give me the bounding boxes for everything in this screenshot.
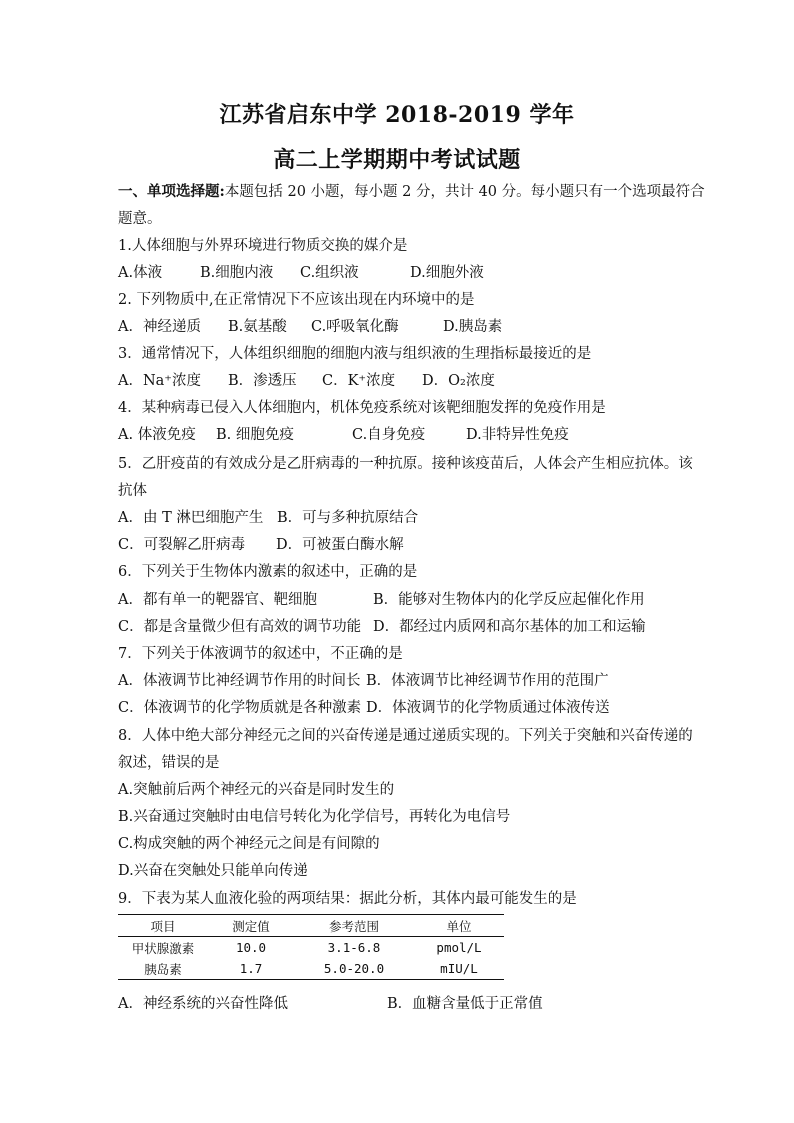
question-1-stem: 1.人体细胞与外界环境进行物质交换的媒介是 [118, 238, 408, 254]
q8-option-d: D.兴奋在突触处只能单向传递 [118, 863, 308, 879]
q4-option-c: C.自身免疫 [352, 427, 426, 443]
q1-option-a: A.体液 [118, 265, 163, 281]
section-intro [118, 180, 705, 201]
table-header-cell: 项目 [150, 918, 176, 934]
question-7-stem: 7．下列关于体液调节的叙述中，不正确的是 [118, 646, 403, 662]
table-header-cell: 参考范围 [328, 918, 379, 934]
q8-option-a: A.突触前后两个神经元的兴奋是同时发生的 [118, 782, 395, 798]
q3-option-d: D．O₂浓度 [422, 373, 495, 389]
table-cell: 10.0 [235, 940, 267, 955]
question-5-stem-cont: 抗体 [118, 483, 147, 499]
q2-option-d: D.胰岛素 [443, 319, 503, 335]
q1-option-d: D.细胞外液 [410, 265, 484, 281]
question-8-stem-cont: 叙述，错误的是 [118, 755, 220, 771]
q4-option-b: B. 细胞免疫 [216, 427, 294, 443]
table-row [118, 937, 504, 959]
section-heading: 一、单项选择题: [118, 183, 225, 200]
q2-option-c: C.呼吸氧化酶 [311, 319, 399, 335]
question-2-stem: 2. 下列物质中,在正常情况下不应该出现在内环境中的是 [118, 292, 475, 308]
table-cell: 5.0-20.0 [323, 961, 385, 976]
q9-option-a: A．神经系统的兴奋性降低 [118, 996, 288, 1012]
q5-option-b: B．可与多种抗原结合 [277, 510, 419, 526]
q2-option-b: B.氨基酸 [228, 319, 287, 335]
q2-option-a: A．神经递质 [118, 319, 201, 335]
q6-option-a: A．都有单一的靶器官、靶细胞 [118, 592, 317, 608]
table-cell: mIU/L [440, 961, 478, 976]
exam-title: 江苏省启东中学 2018-2019 学年 [219, 102, 575, 128]
section-intro-text: 本题包括 20 小题，每小题 2 分，共计 40 分。每小题只有一个选项最符合 [224, 184, 705, 200]
q6-option-b: B．能够对生物体内的化学反应起催化作用 [373, 592, 645, 608]
table-header-cell: 测定值 [232, 918, 270, 934]
question-3-stem: 3．通常情况下，人体组织细胞的细胞内液与组织液的生理指标最接近的是 [118, 346, 592, 362]
q7-option-c: C．体液调节的化学物质就是各种激素 [118, 700, 362, 716]
section-intro-cont: 题意。 [118, 211, 162, 227]
q5-option-c: C．可裂解乙肝病毒 [118, 537, 246, 553]
table-cell: pmol/L [436, 940, 482, 955]
table-header-cell: 单位 [446, 918, 472, 934]
q5-option-a: A．由 T 淋巴细胞产生 [118, 510, 264, 526]
q1-option-c: C.组织液 [300, 265, 359, 281]
q7-option-d: D．体液调节的化学物质通过体液传送 [366, 700, 610, 716]
table-row [118, 958, 504, 980]
q3-option-b: B．渗透压 [228, 373, 297, 389]
q3-option-a: A．Na⁺浓度 [118, 373, 201, 389]
table-cell: 3.1-6.8 [327, 940, 381, 955]
question-6-stem: 6．下列关于生物体内激素的叙述中，正确的是 [118, 564, 418, 580]
q7-option-a: A．体液调节比神经调节作用的时间长 [118, 673, 361, 689]
q1-option-b: B.细胞内液 [200, 265, 274, 281]
question-8-stem: 8．人体中绝大部分神经元之间的兴奋传递是通过递质实现的。下列关于突触和兴奋传递的 [118, 728, 693, 744]
question-5-stem: 5．乙肝疫苗的有效成分是乙肝病毒的一种抗原。接种该疫苗后，人体会产生相应抗体。该 [118, 456, 693, 472]
table-cell: 甲状腺激素 [131, 940, 195, 956]
q4-option-d: D.非特异性免疫 [466, 427, 569, 443]
question-9-stem: 9．下表为某人血液化验的两项结果：据此分析，其体内最可能发生的是 [118, 891, 577, 907]
q4-option-a: A. 体液免疫 [118, 427, 196, 443]
exam-subtitle: 高二上学期期中考试试题 [273, 147, 521, 173]
question-4-stem: 4．某种病毒已侵入人体细胞内，机体免疫系统对该靶细胞发挥的免疫作用是 [118, 400, 606, 416]
q7-option-b: B．体液调节比神经调节作用的范围广 [366, 673, 609, 689]
q8-option-b: B.兴奋通过突触时由电信号转化为化学信号，再转化为电信号 [118, 809, 511, 825]
lab-results-table [118, 914, 504, 980]
table-cell: 1.7 [239, 961, 263, 976]
q8-option-c: C.构成突触的两个神经元之间是有间隙的 [118, 836, 380, 852]
q3-option-c: C．K⁺浓度 [322, 373, 396, 389]
table-header-row [118, 915, 504, 937]
q6-option-d: D．都经过内质网和高尔基体的加工和运输 [373, 619, 646, 635]
q9-option-b: B．血糖含量低于正常值 [387, 996, 543, 1012]
q5-option-d: D．可被蛋白酶水解 [276, 537, 404, 553]
table-cell: 胰岛素 [144, 961, 182, 977]
q6-option-c: C．都是含量微少但有高效的调节功能 [118, 619, 362, 635]
